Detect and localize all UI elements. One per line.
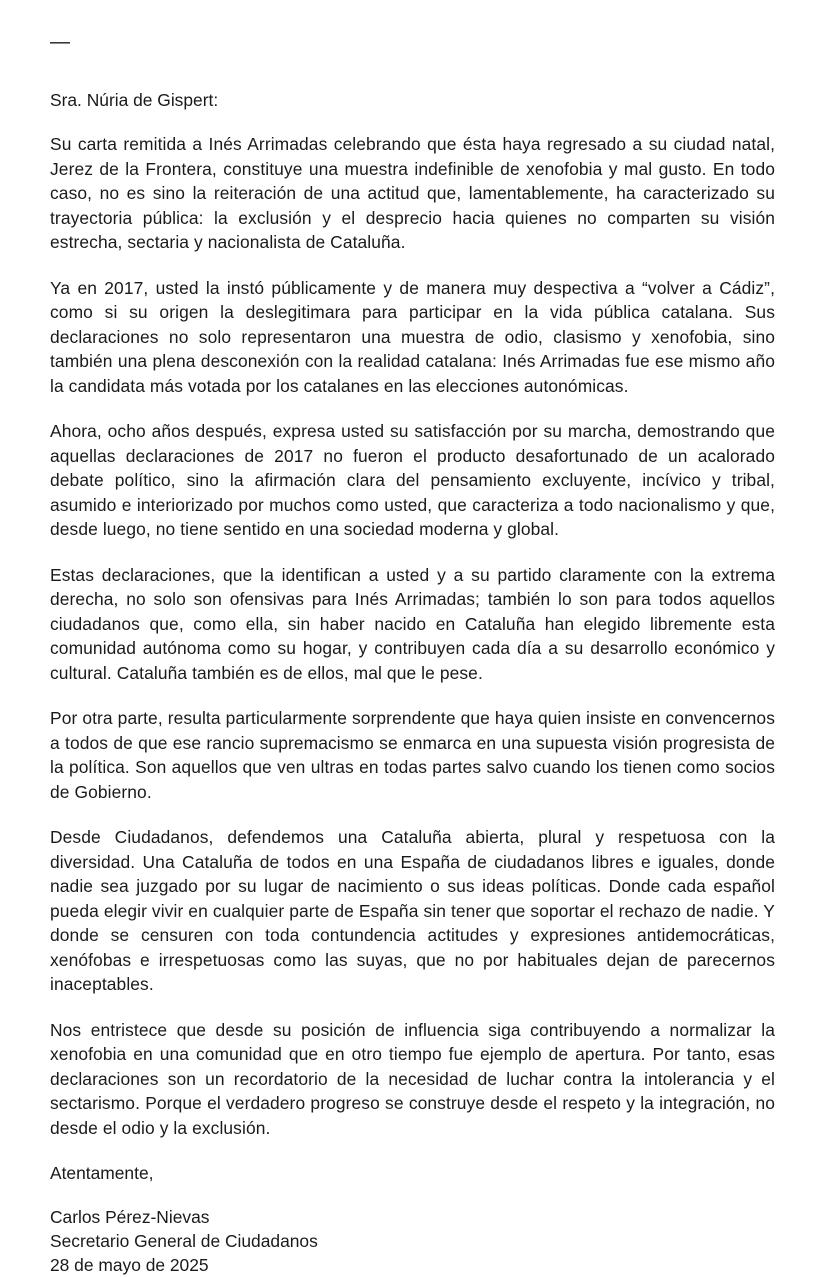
header-dash: — — [50, 31, 70, 53]
paragraph-4: Estas declaraciones, que la identifican a usted y a su partido claramente con la extrema derecha, no solo son ofensivas para Inés Arrimadas; también lo son para todos aquellos ciudadanos que, como ella, sin haber nacido en Cataluña han elegido libremente esta comunidad autónoma como su hogar, y contribuyen cada día a su desarrollo económico y cultural. Cataluña también es de ellos, mal que le pese. — [50, 564, 775, 683]
signature-date: 28 de mayo de 2025 — [50, 1255, 209, 1275]
letter-page — [50, 30, 775, 1277]
paragraph-6: Desde Ciudadanos, defendemos una Cataluña abierta, plural y respetuosa con la diversidad. Una Cataluña de todos en una España de ciudadanos libres e iguales, donde nadie sea juzgado por su lugar de nacimiento o sus ideas políticas. Donde cada español pueda elegir vivir en cualquier parte de España sin tener que soportar el rechazo de nadie. Y donde se censuren con toda contundencia actitudes y expresiones antidemocráticas, xenófobas e irrespetuosas como las suyas, que no por habituales dejan de parecernos inaceptables. — [50, 827, 775, 994]
signature-title: Secretario General de Ciudadanos — [50, 1231, 318, 1251]
paragraph-3: Ahora, ocho años después, expresa usted su satisfacción por su marcha, demostrando que aquellas declaraciones de 2017 no fueron el producto desafortunado de un acalorado debate político, sino la afirmación clara del pensamiento excluyente, incívico y tribal, asumido e interiorizado por muchos como usted, que caracteriza a todo nacionalismo y que, desde luego, no tiene sentido en una sociedad moderna y global. — [50, 421, 775, 539]
paragraph-1: Su carta remitida a Inés Arrimadas celebrando que ésta haya regresado a su ciudad natal, Jerez de la Frontera, constituye una muestra indefinible de xenofobia y mal gusto. En todo caso, no es sino la reiteración de una actitud que, lamentablemente, ha caracterizado su trayectoria pública: la exclusión y el desprecio hacia quienes no comparten su visión estrecha, sectaria y nacionalista de Cataluña. — [50, 134, 775, 252]
signature-block — [50, 1205, 775, 1277]
salutation: Sra. Núria de Gispert: — [50, 90, 219, 110]
paragraph-2: Ya en 2017, usted la instó públicamente y de manera muy despectiva a “volver a Cádiz”, como si su origen la deslegitimara para participar en la vida pública catalana. Sus declaraciones no solo representaron una muestra de odio, clasismo y xenofobia, sino también una plena desconexión con la realidad catalana: Inés Arrimadas fue ese mismo año la candidata más votada por los catalanes en las elecciones autonómicas. — [50, 277, 775, 396]
paragraph-5: Por otra parte, resulta particularmente sorprendente que haya quien insiste en convencernos a todos de que ese rancio supremacismo se enmarca en una supuesta visión progresista de la política. Son aquellos que ven ultras en todas partes salvo cuando los tienen como socios de Gobierno. — [50, 708, 775, 802]
paragraph-7: Nos entristece que desde su posición de influencia siga contribuyendo a normalizar la xenofobia en una comunidad que en otro tiempo fue ejemplo de apertura. Por tanto, esas declaraciones son un recordatorio de la necesidad de luchar contra la intolerancia y el sectarismo. Porque el verdadero progreso se construye desde el respeto y la integración, no desde el odio y la exclusión. — [50, 1019, 775, 1138]
closing: Atentamente, — [50, 1163, 154, 1183]
signature-name: Carlos Pérez-Nievas — [50, 1207, 210, 1227]
